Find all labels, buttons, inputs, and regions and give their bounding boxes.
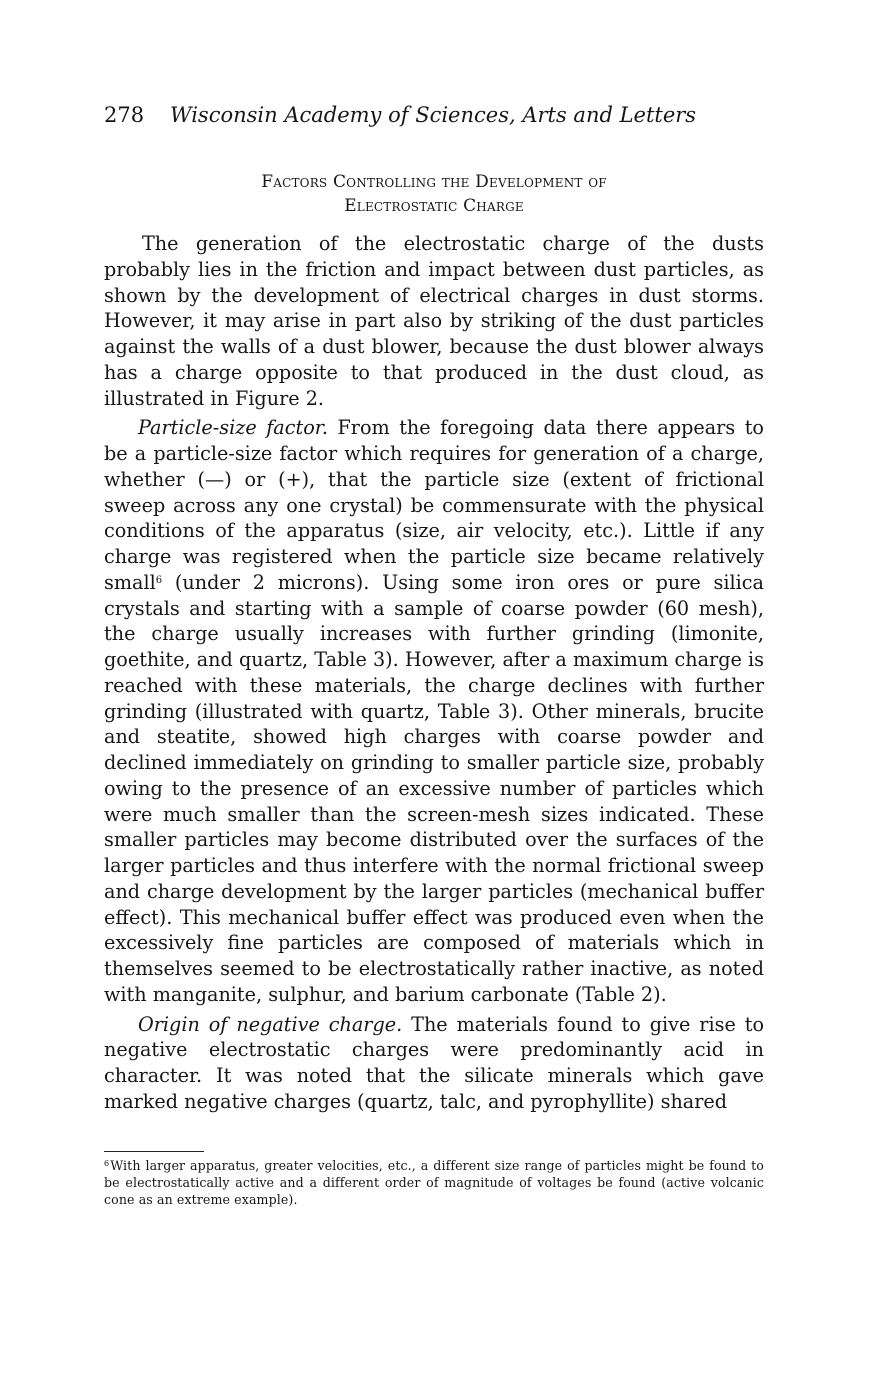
paragraph-3 <box>104 1012 764 1115</box>
footnote-text: With larger apparatus, greater velocities, etc., a different size range of particles might be found to be electrostatically active and a different order of magnitude of voltages be found (active volcanic cone as an extreme example). <box>104 1158 764 1207</box>
footnote-rule <box>104 1151 204 1152</box>
paragraph-1: The generation of the electrostatic charge of the dusts probably lies in the friction and impact between dust particles, as shown by the development of electrical charges in dust storms. However, it may arise in part also by striking of the dust particles against the walls of a dust blower, because the dust blower always has a charge opposite to that produced in the dust cloud, as illustrated in Figure 2. <box>104 232 764 410</box>
footnote-reference: 6 <box>155 574 163 586</box>
page-number: 278 <box>104 103 145 127</box>
paragraph-2-text-a: From the foregoing data there appears to be a particle-size factor which requires for generation of a charge, whether (—) or (+), that the particle size (extent of frictional sweep across any one crystal) be commensurate with the physical conditions of the apparatus (size, air velocity, etc.). Little if any charge was registered when the particle size became relatively small <box>104 416 764 594</box>
paragraph-2 <box>104 415 764 1007</box>
running-head <box>104 101 764 129</box>
paragraph-3-text: The materials found to give rise to negative electrostatic charges were predominantly acid in character. It was noted that the silicate minerals which gave marked negative charges (quartz, talc, and pyrophyllite) shared <box>104 1012 765 1113</box>
section-heading-line-1: Factors Controlling the Development of <box>261 172 607 192</box>
journal-title: Wisconsin Academy of Sciences, Arts and Letters <box>170 103 697 127</box>
footnote <box>104 1157 764 1208</box>
section-heading <box>104 170 764 218</box>
paragraph-2-text-b: (under 2 microns). Using some iron ores or pure silica crystals and starting with a sample of coarse powder (60 mesh), the charge usually increases with further grinding (limonite, goethite, and quartz, Table 3). However, after a maximum charge is reached with these materials, the charge declines with further grinding (illustrated with quartz, Table 3). Other minerals, brucite and steatite, showed high charges with coarse powder and declined immediately on grinding to smaller particle size, probably owing to the presence of an excessive number of particles which were much smaller than the screen-mesh sizes indicated. These smaller particles may become distributed over the surfaces of the larger particles and thus interfere with the normal frictional sweep and charge development by the larger particles (mechanical buffer effect). This mechanical buffer effect was produced even when the excessively fine particles are composed of materials which in themselves seemed to be electrostatically rather inactive, as noted with manganite, sulphur, and barium carbonate (Table 2). <box>104 570 764 1006</box>
footnote-marker: 6 <box>104 1159 110 1168</box>
run-in-heading-negative-charge: Origin of negative charge. <box>138 1012 403 1036</box>
body-text <box>104 231 764 1119</box>
run-in-heading-particle-size: Particle-size factor. <box>138 416 328 440</box>
section-heading-line-2: Electrostatic Charge <box>344 196 524 216</box>
